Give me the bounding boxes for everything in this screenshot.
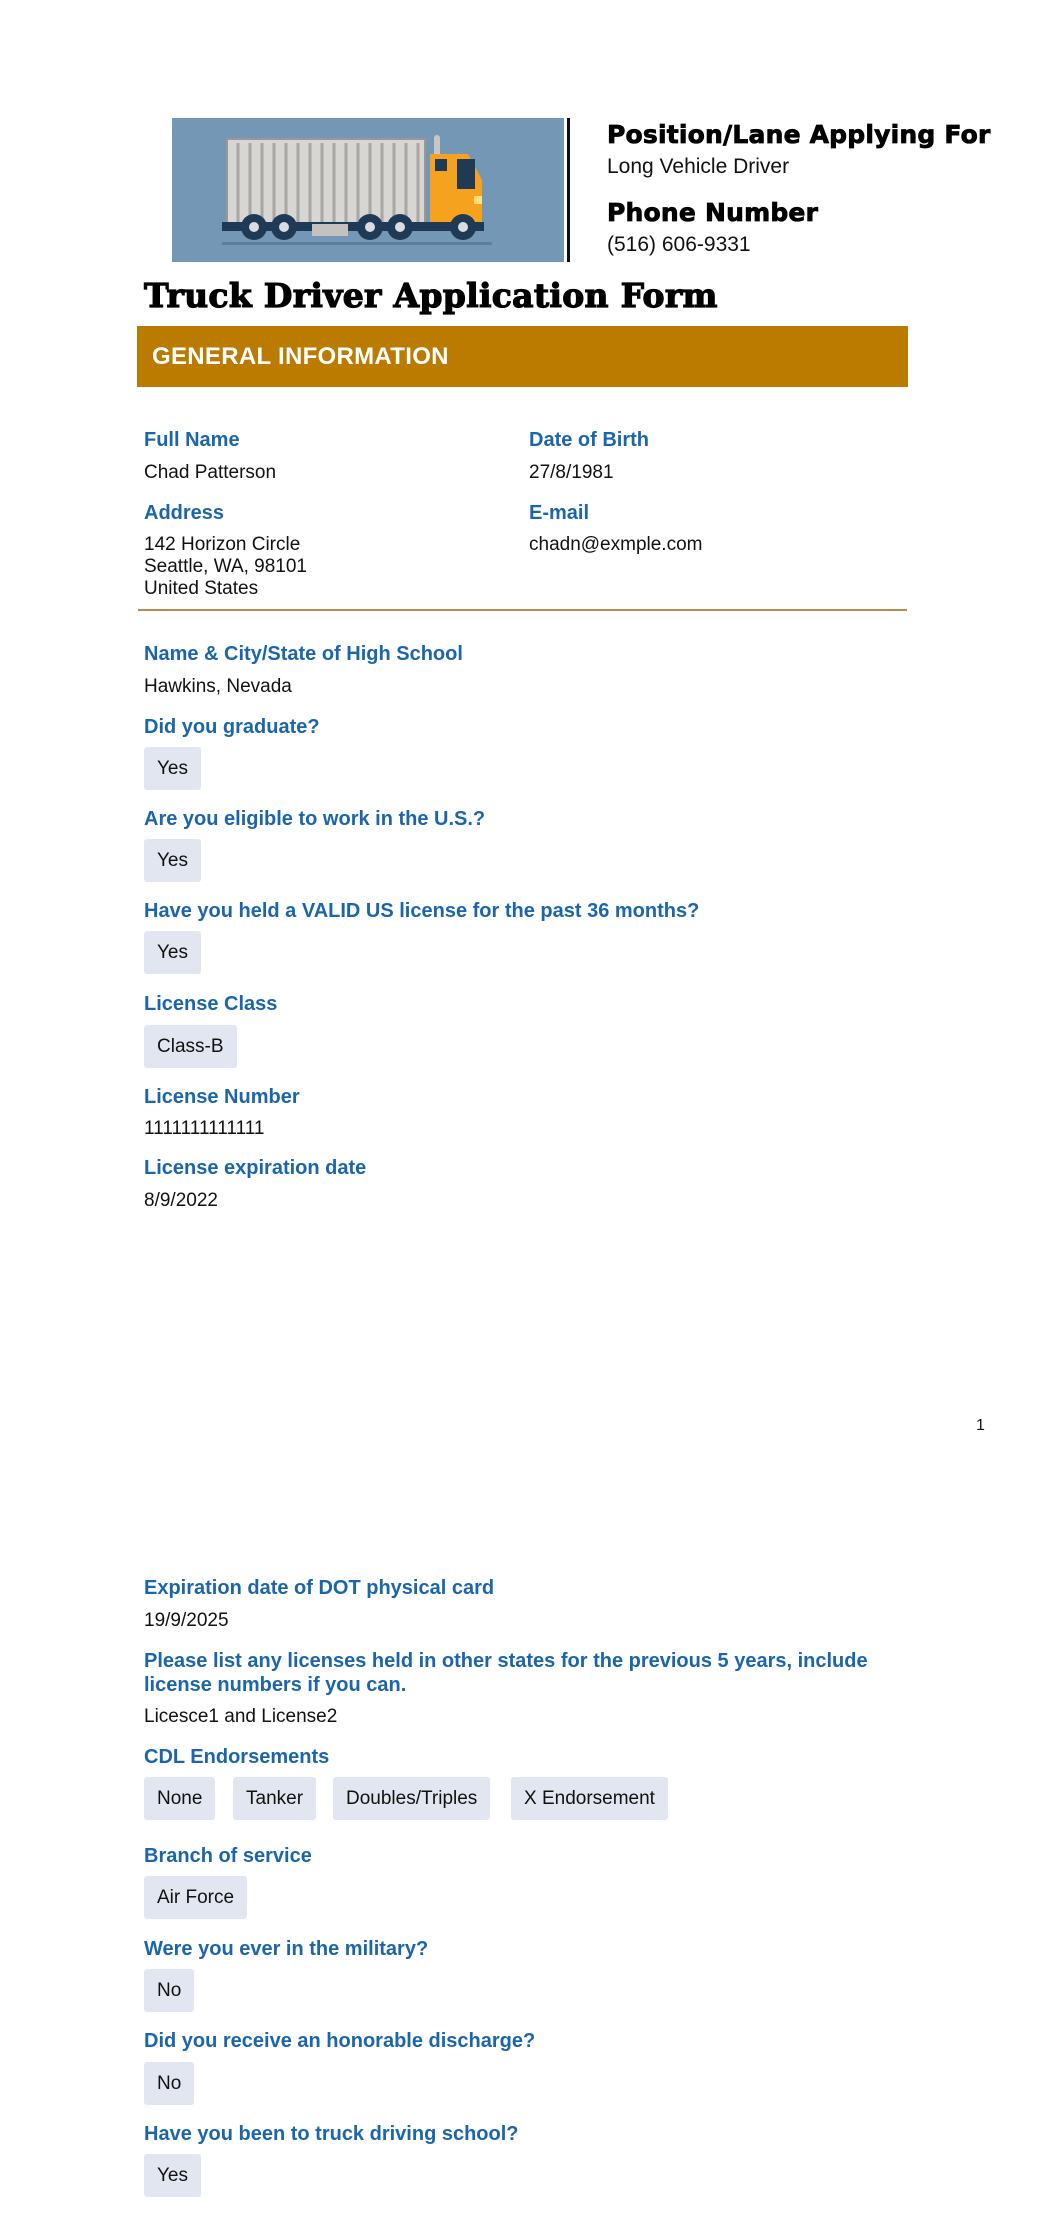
graduate-answer-chip[interactable]: Yes — [144, 747, 201, 790]
email-label: E-mail — [529, 502, 590, 524]
phone-value: (516) 606-9331 — [607, 233, 751, 256]
school-label: Have you been to truck driving school? — [144, 2123, 519, 2145]
page-number: 1 — [976, 1417, 985, 1434]
discharge-answer-chip[interactable]: No — [144, 2062, 194, 2105]
school-answer-chip[interactable]: Yes — [144, 2154, 201, 2197]
eligible-answer-chip[interactable]: Yes — [144, 839, 201, 882]
position-block — [607, 120, 991, 179]
discharge-label: Did you receive an honorable discharge? — [144, 2030, 536, 2052]
license-number-value: 1111111111111 — [144, 1118, 265, 1139]
dot-exp-label: Expiration date of DOT physical card — [144, 1577, 495, 1599]
image-divider — [567, 118, 570, 262]
full-name-value: Chad Patterson — [144, 462, 277, 483]
license-number-label: License Number — [144, 1086, 300, 1108]
license-exp-label: License expiration date — [144, 1157, 367, 1179]
cdl-option-x-endorsement[interactable]: X Endorsement — [511, 1777, 668, 1820]
license-held-answer-chip[interactable]: Yes — [144, 931, 201, 974]
dob-value: 27/8/1981 — [529, 462, 614, 483]
graduate-label: Did you graduate? — [144, 716, 320, 738]
section-divider — [138, 609, 907, 611]
high-school-value: Hawkins, Nevada — [144, 676, 292, 697]
full-name-label: Full Name — [144, 429, 240, 451]
other-licenses-value: Licesce1 and License2 — [144, 1706, 338, 1727]
address-label: Address — [144, 502, 225, 524]
section-title: GENERAL INFORMATION — [152, 343, 449, 370]
page-title: Truck Driver Application Form — [144, 276, 718, 315]
header-truck-image — [172, 118, 564, 262]
email-value: chadn@exmple.com — [529, 534, 703, 555]
truck-icon — [172, 118, 564, 262]
military-answer-chip[interactable]: No — [144, 1969, 194, 2012]
high-school-label: Name & City/State of High School — [144, 643, 463, 665]
phone-label: Phone Number — [607, 198, 819, 227]
cdl-option-doubles-triples[interactable]: Doubles/Triples — [333, 1777, 490, 1820]
phone-block — [607, 198, 818, 257]
cdl-endorsements-label: CDL Endorsements — [144, 1746, 330, 1768]
military-label: Were you ever in the military? — [144, 1938, 429, 1960]
dob-label: Date of Birth — [529, 429, 649, 451]
license-exp-value: 8/9/2022 — [144, 1190, 218, 1211]
other-licenses-label-line-1: Please list any licenses held in other states for the previous 5 years, include — [144, 1650, 868, 1672]
eligible-label: Are you eligible to work in the U.S.? — [144, 808, 486, 830]
position-label: Position/Lane Applying For — [607, 120, 991, 149]
license-class-answer-chip[interactable]: Class-B — [144, 1025, 237, 1068]
cdl-option-tanker[interactable]: Tanker — [233, 1777, 316, 1820]
address-line-1: 142 Horizon Circle — [144, 534, 301, 555]
section-header — [137, 326, 908, 387]
address-line-3: United States — [144, 578, 259, 599]
branch-answer-chip[interactable]: Air Force — [144, 1876, 247, 1919]
other-licenses-label-line-2: license numbers if you can. — [144, 1674, 407, 1696]
address-line-2: Seattle, WA, 98101 — [144, 556, 308, 577]
branch-label: Branch of service — [144, 1845, 312, 1867]
license-held-label: Have you held a VALID US license for the past 36 months? — [144, 900, 700, 922]
cdl-option-none[interactable]: None — [144, 1777, 215, 1820]
position-value: Long Vehicle Driver — [607, 155, 790, 178]
dot-exp-value: 19/9/2025 — [144, 1610, 229, 1631]
license-class-label: License Class — [144, 993, 278, 1015]
